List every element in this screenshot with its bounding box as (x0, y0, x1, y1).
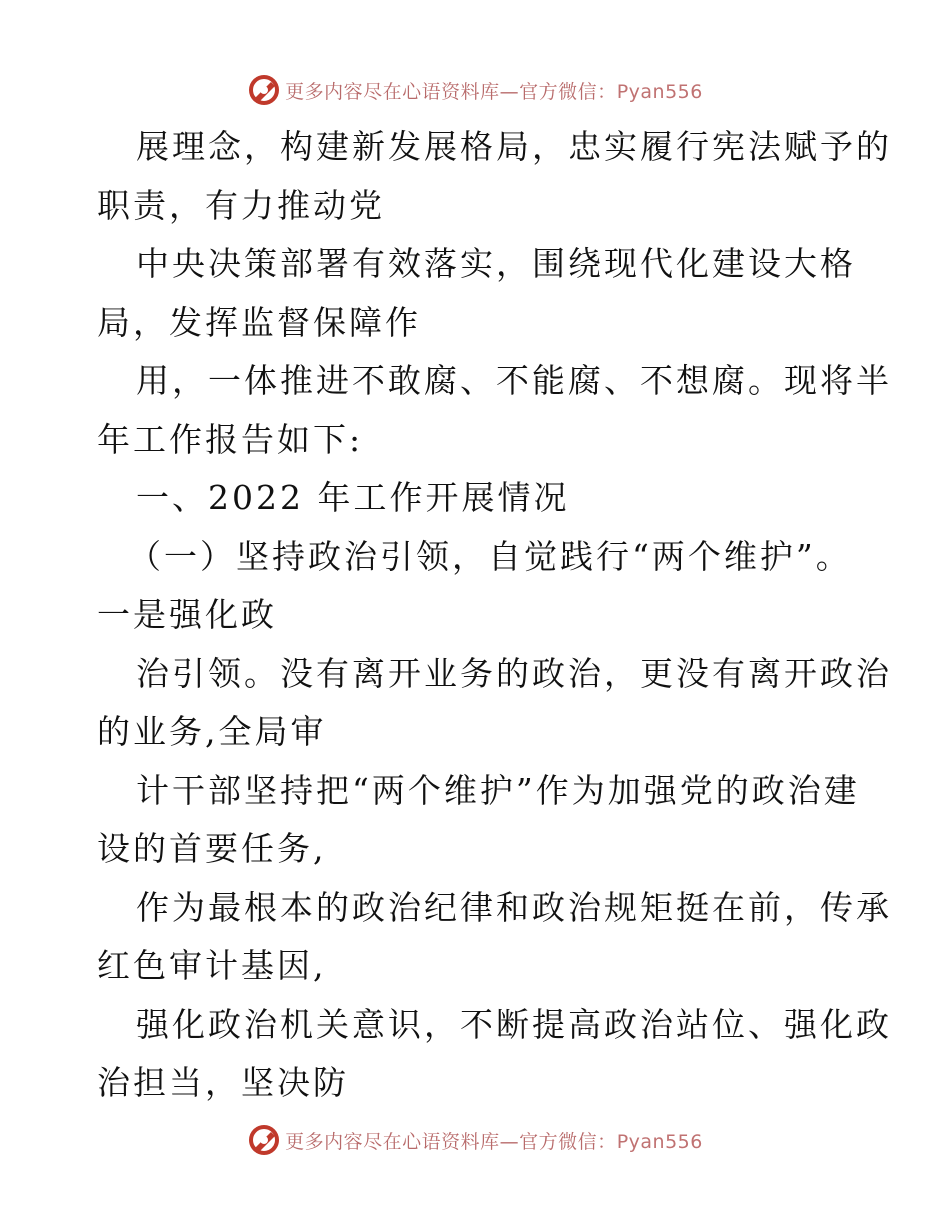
watermark-wechat-id: Pyan556 (616, 1130, 703, 1153)
header-watermark (0, 70, 950, 110)
paragraph-line: 展理念，构建新发展格局，忠实履行宪法赋予的 (136, 127, 892, 166)
paragraph (0, 528, 950, 645)
section-heading-text: 一、2022 年工作开展情况 (136, 478, 570, 517)
paragraph (0, 235, 950, 352)
paragraph-line: 治引领。没有离开业务的政治，更没有离开政治 (136, 653, 892, 693)
watermark-label: 官方微信： (519, 80, 617, 103)
paragraph-line: 作为最根本的政治纪律和政治规矩挺在前，传承 (136, 887, 892, 927)
watermark-main: 更多内容尽在心语资料库 (285, 80, 500, 103)
section-heading (0, 469, 950, 528)
paragraph (0, 118, 950, 235)
paragraph-line: 设的首要任务, (97, 829, 327, 868)
watermark-wechat-id: Pyan556 (616, 80, 703, 103)
footer-watermark (0, 1120, 950, 1160)
brand-logo-icon (247, 73, 281, 107)
paragraph-line: 职责，有力推动党 (97, 185, 385, 225)
paragraph-line: 局，发挥监督保障作 (97, 302, 421, 342)
paragraph-line: 一是强化政 (97, 595, 277, 634)
paragraph (0, 352, 950, 469)
brand-logo-icon (247, 1123, 281, 1157)
paragraph-line: 强化政治机关意识，不断提高政治站位、强化政 (136, 1004, 892, 1044)
paragraph-line: 中央决策部署有效落实，围绕现代化建设大格 (136, 244, 856, 283)
watermark-dash: — (499, 80, 520, 103)
paragraph-line: 计干部坚持把“两个维护”作为加强党的政治建 (136, 770, 860, 810)
paragraph-line: 治担当，坚决防 (97, 1063, 349, 1102)
watermark-main: 更多内容尽在心语资料库 (285, 1130, 500, 1153)
paragraph-line: 的业务,全局审 (97, 712, 327, 751)
paragraph-line: 用，一体推进不敢腐、不能腐、不想腐。现将半 (136, 361, 892, 400)
watermark-text (285, 77, 703, 104)
watermark-label: 官方微信： (519, 1130, 617, 1153)
paragraph-line: 年工作报告如下: (97, 419, 364, 459)
paragraph-line: （一）坚持政治引领，自觉践行“两个维护”。 (128, 536, 852, 576)
watermark-text (285, 1127, 703, 1154)
paragraph-line: 红色审计基因, (97, 946, 327, 985)
paragraph (0, 645, 950, 762)
document-body (0, 118, 950, 1113)
watermark-dash: — (499, 1130, 520, 1153)
paragraph (0, 762, 950, 879)
paragraph (0, 996, 950, 1113)
paragraph (0, 879, 950, 996)
